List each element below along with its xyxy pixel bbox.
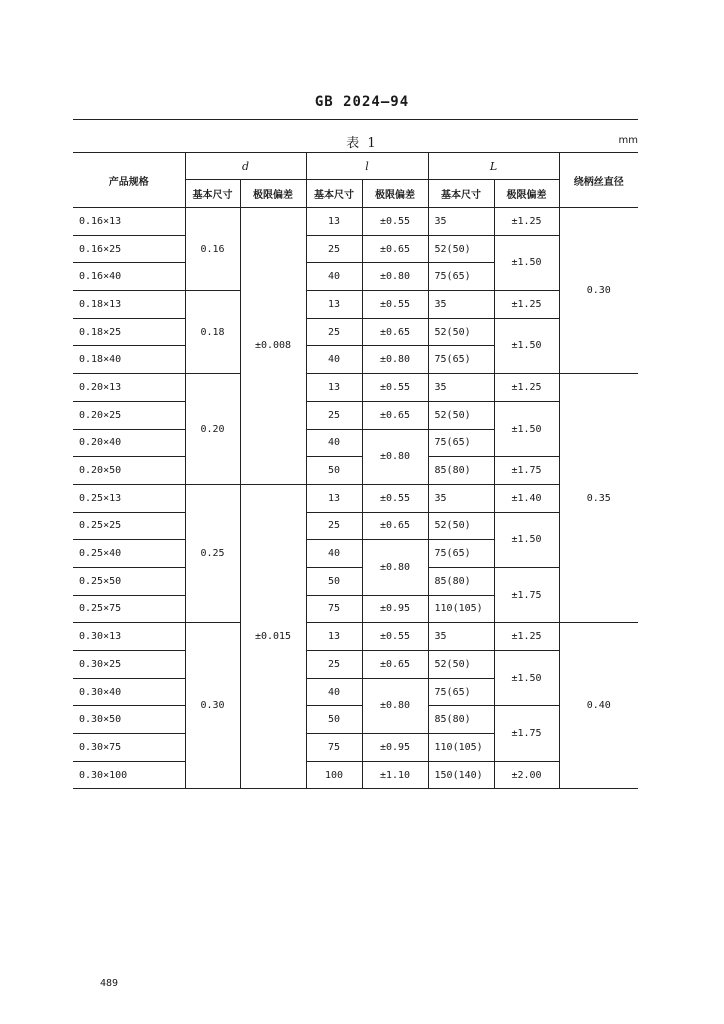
l-base-cell: 40 — [306, 346, 362, 374]
table-row — [73, 457, 638, 485]
l-tol-cell: ±0.95 — [362, 595, 428, 623]
L-tol-cell: ±1.50 — [494, 512, 559, 567]
table-row — [73, 374, 638, 402]
L-base-cell: 35 — [428, 484, 494, 512]
L-tol-cell: ±1.25 — [494, 291, 559, 319]
l-tol-cell: ±0.65 — [362, 318, 428, 346]
l-base-cell: 40 — [306, 263, 362, 291]
d-tol-cell: ±0.008 — [240, 208, 306, 485]
header-wire-diameter: 绕柄丝直径 — [559, 153, 638, 208]
spec-cell: 0.20×40 — [73, 429, 185, 457]
l-base-cell: 50 — [306, 457, 362, 485]
spec-cell: 0.20×13 — [73, 374, 185, 402]
spec-cell: 0.30×40 — [73, 678, 185, 706]
L-tol-cell: ±1.50 — [494, 235, 559, 290]
spec-cell: 0.25×50 — [73, 567, 185, 595]
spec-cell: 0.16×25 — [73, 235, 185, 263]
table-row — [73, 567, 638, 595]
table-row — [73, 623, 638, 651]
header-d-base: 基本尺寸 — [185, 180, 240, 208]
L-tol-cell: ±1.75 — [494, 706, 559, 761]
L-base-cell: 52(50) — [428, 512, 494, 540]
l-base-cell: 25 — [306, 401, 362, 429]
header-L: L — [428, 153, 559, 180]
L-tol-cell: ±1.50 — [494, 318, 559, 373]
spec-cell: 0.20×50 — [73, 457, 185, 485]
l-base-cell: 25 — [306, 235, 362, 263]
header-l-tol: 极限偏差 — [362, 180, 428, 208]
L-tol-cell: ±1.75 — [494, 457, 559, 485]
table-row — [73, 318, 638, 346]
unit-label: mm — [618, 135, 638, 146]
table-row — [73, 706, 638, 734]
spec-cell: 0.30×13 — [73, 623, 185, 651]
spec-cell: 0.30×75 — [73, 734, 185, 762]
L-tol-cell: ±1.50 — [494, 651, 559, 706]
wire-diameter-cell: 0.35 — [559, 374, 638, 623]
l-tol-cell: ±1.10 — [362, 761, 428, 789]
l-base-cell: 100 — [306, 761, 362, 789]
l-tol-cell: ±0.55 — [362, 208, 428, 236]
spec-cell: 0.30×100 — [73, 761, 185, 789]
l-base-cell: 13 — [306, 374, 362, 402]
spec-cell: 0.30×25 — [73, 651, 185, 679]
L-base-cell: 75(65) — [428, 540, 494, 568]
L-base-cell: 75(65) — [428, 678, 494, 706]
l-tol-cell: ±0.65 — [362, 651, 428, 679]
table-title: 表 1 — [346, 136, 378, 151]
L-base-cell: 35 — [428, 291, 494, 319]
L-base-cell: 110(105) — [428, 595, 494, 623]
l-base-cell: 25 — [306, 512, 362, 540]
L-base-cell: 150(140) — [428, 761, 494, 789]
table-row — [73, 401, 638, 429]
spec-cell: 0.25×25 — [73, 512, 185, 540]
L-base-cell: 52(50) — [428, 401, 494, 429]
table-row — [73, 208, 638, 236]
spec-cell: 0.30×50 — [73, 706, 185, 734]
spec-cell: 0.20×25 — [73, 401, 185, 429]
l-base-cell: 50 — [306, 567, 362, 595]
header-d: d — [185, 153, 306, 180]
standard-code: GB 2024—94 — [314, 94, 410, 110]
header-L-tol: 极限偏差 — [494, 180, 559, 208]
l-base-cell: 40 — [306, 540, 362, 568]
d-base-cell: 0.25 — [185, 484, 240, 622]
L-base-cell: 110(105) — [428, 734, 494, 762]
l-tol-cell: ±0.80 — [362, 263, 428, 291]
L-base-cell: 85(80) — [428, 567, 494, 595]
L-base-cell: 75(65) — [428, 263, 494, 291]
l-tol-cell: ±0.80 — [362, 429, 428, 484]
l-base-cell: 50 — [306, 706, 362, 734]
L-base-cell: 75(65) — [428, 429, 494, 457]
L-base-cell: 85(80) — [428, 457, 494, 485]
d-base-cell: 0.16 — [185, 208, 240, 291]
d-tol-cell: ±0.015 — [240, 484, 306, 789]
header-spec: 产品规格 — [73, 153, 185, 208]
L-base-cell: 52(50) — [428, 235, 494, 263]
l-tol-cell: ±0.80 — [362, 540, 428, 595]
d-base-cell: 0.18 — [185, 291, 240, 374]
l-tol-cell: ±0.65 — [362, 235, 428, 263]
header-l-base: 基本尺寸 — [306, 180, 362, 208]
l-base-cell: 13 — [306, 291, 362, 319]
table-row — [73, 651, 638, 679]
l-base-cell: 40 — [306, 678, 362, 706]
l-tol-cell: ±0.65 — [362, 401, 428, 429]
spec-cell: 0.16×40 — [73, 263, 185, 291]
L-base-cell: 75(65) — [428, 346, 494, 374]
l-base-cell: 40 — [306, 429, 362, 457]
L-tol-cell: ±2.00 — [494, 761, 559, 789]
header-L-base: 基本尺寸 — [428, 180, 494, 208]
l-tol-cell: ±0.55 — [362, 291, 428, 319]
d-base-cell: 0.30 — [185, 623, 240, 789]
table-row — [73, 484, 638, 512]
L-base-cell: 52(50) — [428, 318, 494, 346]
spec-cell: 0.25×13 — [73, 484, 185, 512]
l-base-cell: 13 — [306, 208, 362, 236]
L-base-cell: 85(80) — [428, 706, 494, 734]
l-base-cell: 13 — [306, 623, 362, 651]
l-tol-cell: ±0.55 — [362, 374, 428, 402]
header-l: l — [306, 153, 428, 180]
L-tol-cell: ±1.25 — [494, 208, 559, 236]
l-tol-cell: ±0.55 — [362, 484, 428, 512]
d-base-cell: 0.20 — [185, 374, 240, 485]
l-tol-cell: ±0.65 — [362, 512, 428, 540]
L-tol-cell: ±1.50 — [494, 401, 559, 456]
wire-diameter-cell: 0.40 — [559, 623, 638, 789]
table-row — [73, 291, 638, 319]
l-tol-cell: ±0.95 — [362, 734, 428, 762]
wire-diameter-cell: 0.30 — [559, 208, 638, 374]
L-base-cell: 35 — [428, 374, 494, 402]
l-base-cell: 25 — [306, 651, 362, 679]
L-base-cell: 35 — [428, 208, 494, 236]
table-row — [73, 235, 638, 263]
l-base-cell: 75 — [306, 595, 362, 623]
spec-cell: 0.25×40 — [73, 540, 185, 568]
spec-cell: 0.16×13 — [73, 208, 185, 236]
spec-cell: 0.18×25 — [73, 318, 185, 346]
L-tol-cell: ±1.40 — [494, 484, 559, 512]
L-tol-cell: ±1.75 — [494, 567, 559, 622]
l-tol-cell: ±0.55 — [362, 623, 428, 651]
L-tol-cell: ±1.25 — [494, 374, 559, 402]
table-row — [73, 761, 638, 789]
L-base-cell: 52(50) — [428, 651, 494, 679]
spec-cell: 0.25×75 — [73, 595, 185, 623]
header-rule — [73, 119, 638, 120]
header-d-tol: 极限偏差 — [240, 180, 306, 208]
l-tol-cell: ±0.80 — [362, 678, 428, 733]
l-base-cell: 25 — [306, 318, 362, 346]
l-base-cell: 13 — [306, 484, 362, 512]
spec-cell: 0.18×13 — [73, 291, 185, 319]
page-number: 489 — [100, 978, 119, 989]
l-tol-cell: ±0.80 — [362, 346, 428, 374]
l-base-cell: 75 — [306, 734, 362, 762]
dimensions-table — [73, 152, 638, 789]
L-base-cell: 35 — [428, 623, 494, 651]
table-row — [73, 512, 638, 540]
L-tol-cell: ±1.25 — [494, 623, 559, 651]
spec-cell: 0.18×40 — [73, 346, 185, 374]
